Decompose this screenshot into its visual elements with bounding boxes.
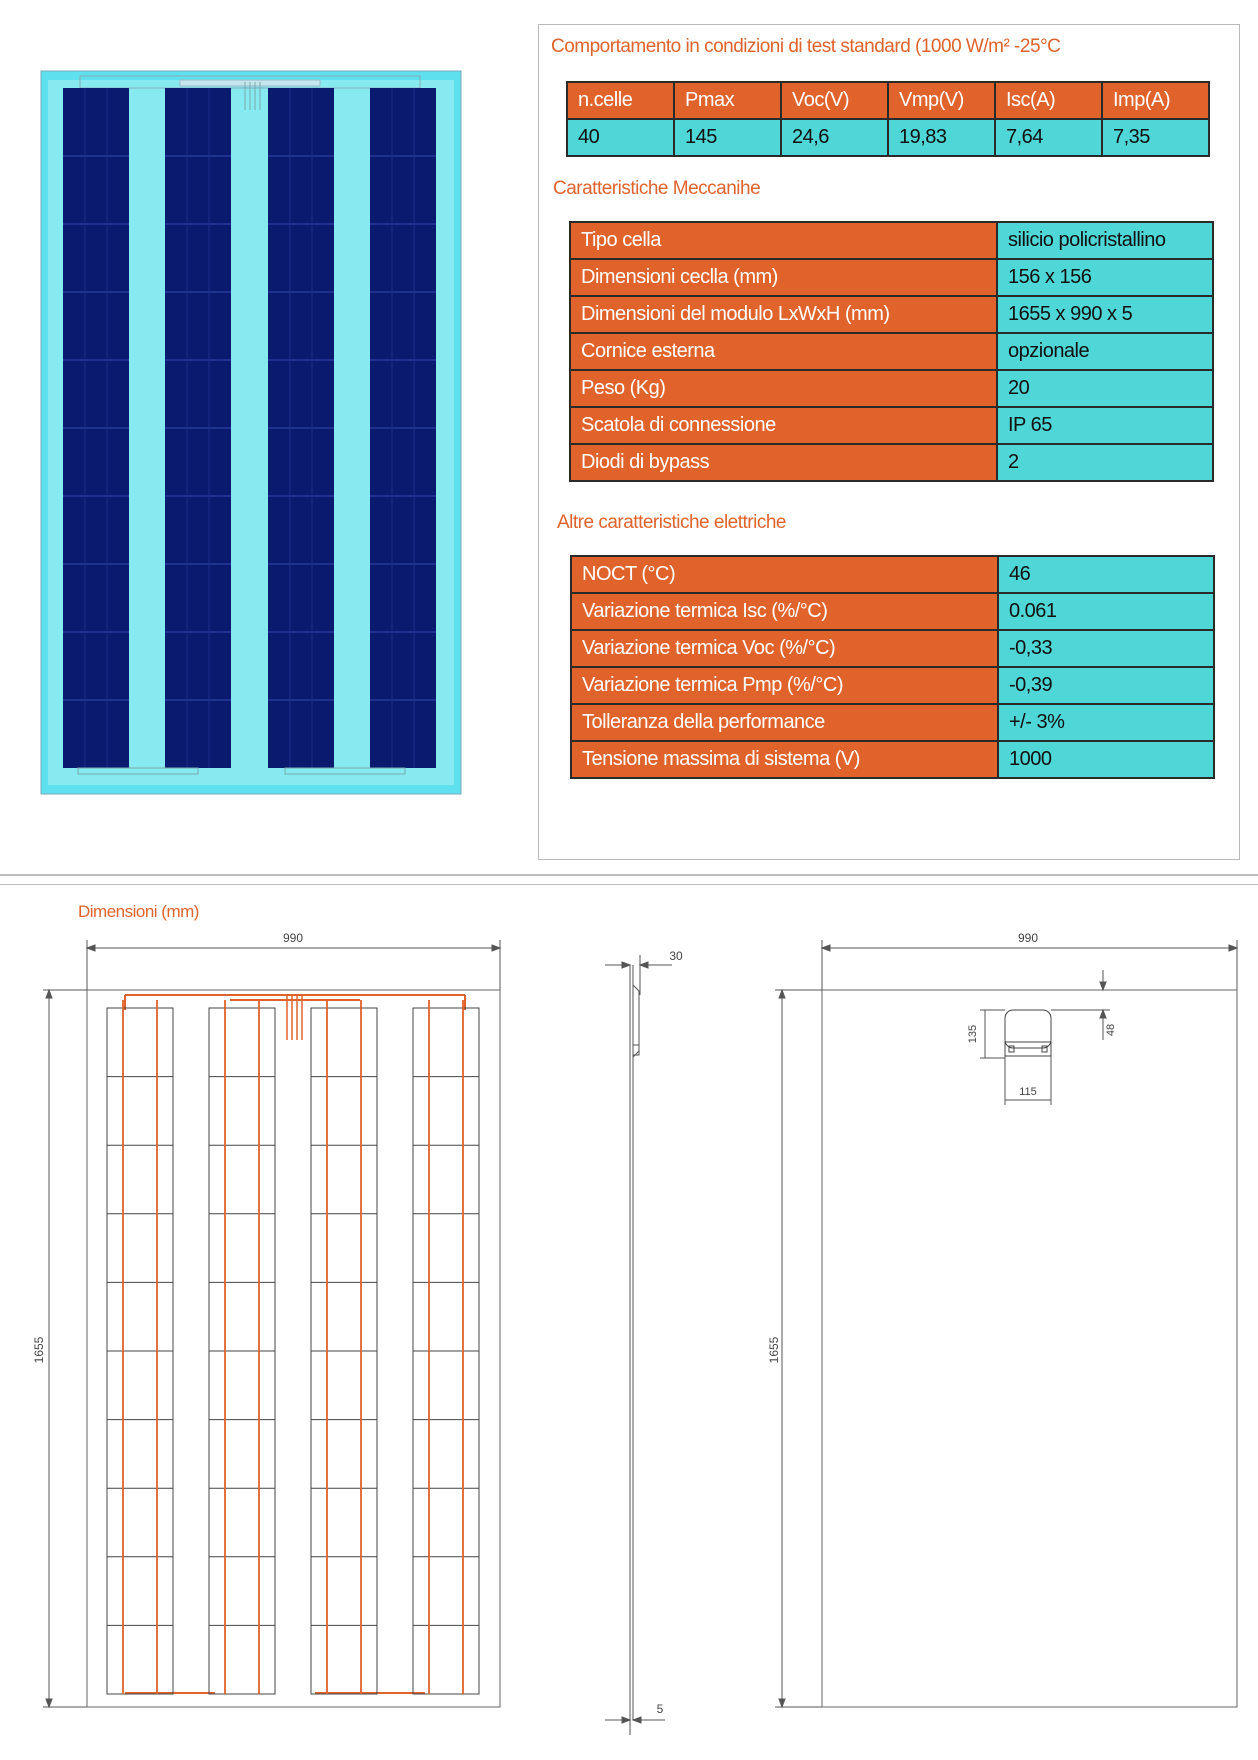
table-row	[570, 296, 1213, 333]
mech-value: 1655 x 990 x 5	[997, 296, 1213, 333]
table-row	[571, 741, 1214, 778]
mech-value: IP 65	[997, 407, 1213, 444]
front-view-drawing	[32, 930, 515, 1720]
elec-value: +/- 3%	[998, 704, 1214, 741]
value-voc: 24,6	[781, 119, 888, 156]
header-imp: Imp(A)	[1102, 82, 1209, 119]
mech-value: opzionale	[997, 333, 1213, 370]
elec-value: -0,33	[998, 630, 1214, 667]
elec-label: Tolleranza della performance	[571, 704, 998, 741]
mech-label: Dimensioni del modulo LxWxH (mm)	[570, 296, 997, 333]
table-row	[571, 593, 1214, 630]
mechanical-table	[569, 221, 1214, 482]
table-row	[571, 704, 1214, 741]
box-width-label: 115	[1019, 1086, 1037, 1098]
mech-label: Diodi di bypass	[570, 444, 997, 481]
table-row	[570, 444, 1213, 481]
mech-label: Dimensioni ceclla (mm)	[570, 259, 997, 296]
mech-value: 2	[997, 444, 1213, 481]
elec-value: -0,39	[998, 667, 1214, 704]
elec-value: 46	[998, 556, 1214, 593]
mech-label: Peso (Kg)	[570, 370, 997, 407]
electrical-table	[570, 555, 1215, 779]
table-row	[570, 407, 1213, 444]
section-divider	[0, 884, 1258, 885]
elec-value: 0.061	[998, 593, 1214, 630]
back-width-label: 990	[1017, 931, 1039, 945]
test-conditions-title: Comportamento in condizioni di test standard (1000 W/m² -25°C	[551, 36, 1061, 57]
side-thickness-bottom-label: 5	[656, 1702, 664, 1716]
header-isc: Isc(A)	[995, 82, 1102, 119]
value-vmp: 19,83	[888, 119, 995, 156]
header-pmax: Pmax	[674, 82, 781, 119]
front-height-label: 1655	[32, 1336, 46, 1364]
mech-label: Tipo cella	[570, 222, 997, 259]
mech-label: Scatola di connessione	[570, 407, 997, 444]
table-row	[571, 667, 1214, 704]
elec-label: Tensione massima di sistema (V)	[571, 741, 998, 778]
value-n-celle: 40	[567, 119, 674, 156]
value-isc: 7,64	[995, 119, 1102, 156]
elec-value: 1000	[998, 741, 1214, 778]
header-voc: Voc(V)	[781, 82, 888, 119]
table-row	[570, 333, 1213, 370]
box-height-label: 135	[967, 1024, 979, 1044]
mechanical-title: Caratteristiche Meccanihe	[553, 178, 761, 199]
section-divider	[0, 874, 1258, 876]
solar-panel-illustration	[40, 70, 462, 795]
side-view-drawing	[600, 945, 690, 1745]
elec-label: Variazione termica Voc (%/°C)	[571, 630, 998, 667]
performance-value-row	[567, 119, 1209, 156]
mech-value: silicio policristallino	[997, 222, 1213, 259]
table-row	[571, 630, 1214, 667]
performance-header-row	[567, 82, 1209, 119]
mech-value: 156 x 156	[997, 259, 1213, 296]
box-depth-label: 48	[1105, 1023, 1117, 1037]
table-row	[570, 222, 1213, 259]
elec-label: Variazione termica Pmp (%/°C)	[571, 667, 998, 704]
mech-value: 20	[997, 370, 1213, 407]
table-row	[571, 556, 1214, 593]
mech-label: Cornice esterna	[570, 333, 997, 370]
value-pmax: 145	[674, 119, 781, 156]
elec-label: Variazione termica Isc (%/°C)	[571, 593, 998, 630]
value-imp: 7,35	[1102, 119, 1209, 156]
electrical-title: Altre caratteristiche elettriche	[557, 512, 786, 533]
back-height-label: 1655	[767, 1336, 781, 1364]
dimensions-title: Dimensioni (mm)	[78, 902, 199, 921]
back-view-drawing	[767, 930, 1250, 1720]
header-vmp: Vmp(V)	[888, 82, 995, 119]
table-row	[570, 259, 1213, 296]
table-row	[570, 370, 1213, 407]
front-width-label: 990	[282, 931, 304, 945]
header-n-celle: n.celle	[567, 82, 674, 119]
side-thickness-top-label: 30	[669, 949, 683, 963]
elec-label: NOCT (°C)	[571, 556, 998, 593]
performance-table	[566, 81, 1210, 157]
